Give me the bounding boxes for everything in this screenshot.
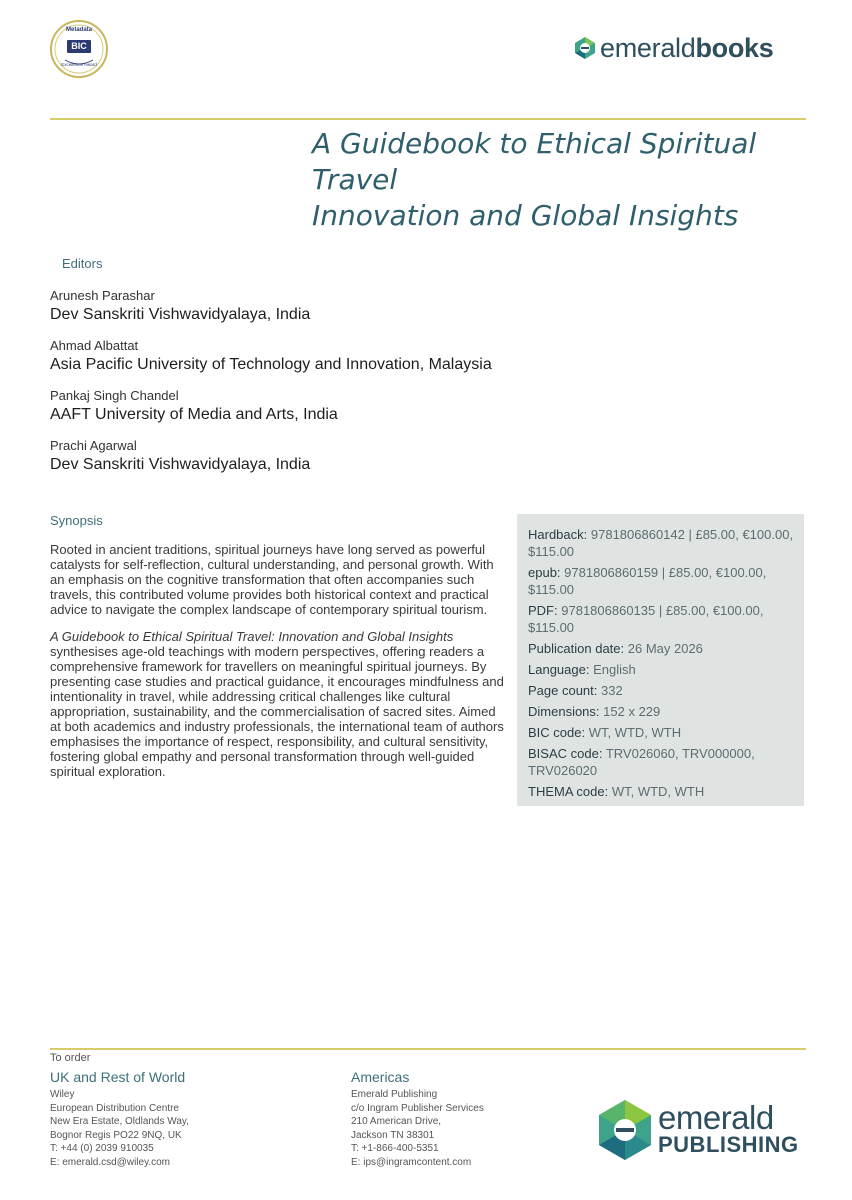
editor-affiliation: Dev Sanskriti Vishwavidyalaya, India bbox=[50, 306, 311, 323]
editor-name: Arunesh Parashar bbox=[50, 288, 155, 303]
detail-key: Hardback: bbox=[528, 527, 588, 542]
synopsis-book-title: A Guidebook to Ethical Spiritual Travel: Innovation and Global Insights bbox=[50, 629, 454, 644]
detail-key: PDF: bbox=[528, 603, 558, 618]
detail-row-page-count bbox=[528, 682, 794, 699]
synopsis-paragraph-2 bbox=[50, 629, 506, 779]
footer-rule bbox=[50, 1048, 806, 1050]
uk-address-line: Wiley bbox=[50, 1089, 75, 1100]
brand-wordmark bbox=[600, 33, 773, 64]
americas-address-line: Emerald Publishing bbox=[351, 1089, 438, 1100]
editor-entry bbox=[50, 288, 310, 324]
americas-address-line: c/o Ingram Publisher Services bbox=[351, 1102, 484, 1114]
detail-key: THEMA code: bbox=[528, 784, 609, 799]
publishing-wordmark-top: emerald bbox=[658, 1099, 774, 1136]
synopsis-paragraph-1: Rooted in ancient traditions, spiritual journeys have long served as powerful catalysts for self-reflection, cultural understanding, and personal growth. With an emphasis on the cognitive transformation that often accompanies such travels, this contributed volume provides both historical context and practical advice to navigate the complex landscape of contemporary spiritual tourism. bbox=[50, 542, 494, 617]
uk-address-line: New Era Estate, Oldlands Way, bbox=[50, 1116, 189, 1128]
bic-award-badge bbox=[50, 20, 108, 78]
detail-key: epub: bbox=[528, 565, 561, 580]
americas-phone: T: +1-866-400-5351 bbox=[351, 1143, 439, 1155]
badge-top-text: Metadata bbox=[65, 27, 92, 33]
americas-region-title: Americas bbox=[351, 1069, 410, 1085]
detail-key: BISAC code: bbox=[528, 746, 603, 761]
americas-order-block bbox=[351, 1069, 484, 1170]
uk-order-block bbox=[50, 1069, 189, 1170]
brand-prefix: emerald bbox=[600, 32, 696, 63]
detail-key: Page count: bbox=[528, 683, 598, 698]
uk-address-line: Bognor Regis PO22 9NQ, UK bbox=[50, 1129, 182, 1141]
detail-row-thema-code bbox=[528, 783, 794, 800]
title-line-3: Innovation and Global Insights bbox=[312, 199, 739, 232]
detail-key: Publication date: bbox=[528, 641, 625, 656]
detail-row-bic-code bbox=[528, 724, 794, 741]
editor-affiliation: Dev Sanskriti Vishwavidyalaya, India bbox=[50, 456, 311, 473]
synopsis-text bbox=[50, 542, 506, 791]
emerald-publishing-logo bbox=[596, 1098, 799, 1162]
detail-value: English bbox=[593, 662, 636, 677]
detail-value: 9781806860135 | £85.00, €100.00, $115.00 bbox=[528, 603, 764, 635]
book-details-box bbox=[517, 514, 804, 806]
title-line-1: A Guidebook to Ethical Spiritual bbox=[312, 127, 757, 160]
americas-email[interactable]: E: ips@ingramcontent.com bbox=[351, 1156, 472, 1168]
editor-entry bbox=[50, 388, 338, 424]
brand-suffix: books bbox=[695, 32, 774, 63]
uk-region-title: UK and Rest of World bbox=[50, 1069, 186, 1085]
detail-value: 332 bbox=[601, 683, 623, 698]
header-rule bbox=[50, 118, 806, 120]
emerald-e-icon bbox=[572, 35, 598, 61]
editor-name: Ahmad Albattat bbox=[50, 338, 139, 353]
detail-row-dimensions bbox=[528, 703, 794, 720]
detail-row-bisac-code bbox=[528, 745, 794, 779]
detail-value: 9781806860159 | £85.00, €100.00, $115.00 bbox=[528, 565, 767, 597]
detail-value: 9781806860142 | £85.00, €100.00, $115.00 bbox=[528, 527, 794, 559]
americas-address bbox=[351, 1088, 484, 1170]
detail-value: 152 x 229 bbox=[603, 704, 661, 719]
badge-center-text: BIC bbox=[71, 41, 87, 51]
publishing-wordmark-bottom: PUBLISHING bbox=[658, 1132, 799, 1157]
uk-address bbox=[50, 1088, 189, 1170]
detail-key: BIC code: bbox=[528, 725, 586, 740]
detail-row-epub bbox=[528, 564, 794, 598]
badge-bottom-text: Excellence Award bbox=[61, 62, 97, 67]
book-title bbox=[312, 126, 812, 234]
editor-affiliation: Asia Pacific University of Technology and Innovation, Malaysia bbox=[50, 356, 492, 373]
editor-name: Pankaj Singh Chandel bbox=[50, 388, 179, 403]
to-order-label: To order bbox=[50, 1052, 91, 1064]
detail-key: Language: bbox=[528, 662, 590, 677]
emerald-books-logo bbox=[572, 28, 773, 68]
title-line-2: Travel bbox=[312, 163, 398, 196]
uk-address-line: European Distribution Centre bbox=[50, 1102, 179, 1114]
editor-entry bbox=[50, 338, 492, 374]
detail-value: TRV026060, TRV000000, TRV026020 bbox=[528, 746, 755, 778]
editor-affiliation: AAFT University of Media and Arts, India bbox=[50, 406, 338, 423]
americas-address-line: 210 American Drive, bbox=[351, 1116, 442, 1128]
emerald-cube-icon bbox=[596, 1098, 654, 1162]
detail-value: 26 May 2026 bbox=[627, 641, 703, 656]
editors-label: Editors bbox=[62, 256, 103, 271]
detail-row-publication-date bbox=[528, 640, 794, 657]
detail-row-pdf bbox=[528, 602, 794, 636]
synopsis-paragraph-2-body: synthesises age-old teachings with modern perspectives, offering readers a comprehensive framework for travellers on meaningful spiritual journeys. By presenting case studies and practical guidance, it encourages mindfulness and intentionality in travel, while addressing critical challenges like cultural appropriation, sustainability, and the commercialisation of sacred sites. Aimed at both academics and industry professionals, the international team of authors emphasises the importance of respect, responsibility, and cultural sensitivity, fostering global empathy and personal transformation through well-guided spiritual exploration. bbox=[50, 644, 504, 779]
detail-key: Dimensions: bbox=[528, 704, 600, 719]
editor-name: Prachi Agarwal bbox=[50, 438, 137, 453]
uk-email[interactable]: E: emerald.csd@wiley.com bbox=[50, 1156, 170, 1168]
uk-phone: T: +44 (0) 2039 910035 bbox=[50, 1143, 154, 1155]
detail-value: WT, WTD, WTH bbox=[588, 725, 682, 740]
detail-value: WT, WTD, WTH bbox=[611, 784, 705, 799]
publishing-wordmark bbox=[658, 1099, 799, 1157]
detail-row-hardback bbox=[528, 526, 794, 560]
detail-row-language bbox=[528, 661, 794, 678]
editor-entry bbox=[50, 438, 310, 474]
americas-address-line: Jackson TN 38301 bbox=[351, 1129, 435, 1141]
synopsis-label: Synopsis bbox=[50, 513, 103, 528]
